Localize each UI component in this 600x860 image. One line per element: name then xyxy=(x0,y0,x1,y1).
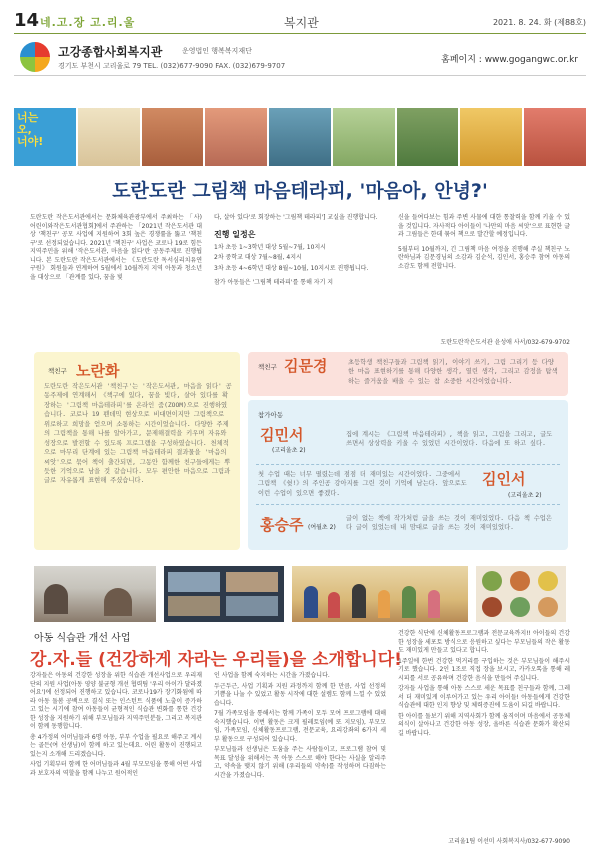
article1-col3 xyxy=(398,214,570,334)
article-paragraph: 7월 가족모임을 통해서는 함께 가족이 모두 모여 프로그램에 대해 숙지했습니다. 이번 활동은 크게 필레토임(예 또 지모임), 부모모임, 가족모임, 신체활동프로그램, 전문교육, 요리강좌의 6가지 세부 활동으로 구성되어 있습니다. xyxy=(214,710,386,743)
book-title: 너는 오, 너야! xyxy=(17,111,44,149)
participant-grade: (고리울초 2) xyxy=(508,492,542,499)
article-paragraph: 인 사업을 함께 숙지하는 시간을 가졌습니다. xyxy=(214,672,330,679)
book-cover xyxy=(460,108,522,166)
article-paragraph: 강자들 사업을 통해 아동 스스로 세운 목표를 친구들과 함께, 그레서 더 재미있게 이루어가고 있는 우리 아이들! 아동들에게 건강한 식습관에 대한 인지 향상 및 체력증진에 도움이 되길 바랍니다. xyxy=(398,685,570,710)
article-paragraph: 강자들은 아동의 건강한 성장을 위한 식습관 개선사업으로 우리재단의 지원 사업(아동 영양 불균형 개선 협력팀 '우리 아이가 달라졌어요')에 선정되어 진행하고 있습니다. 코로나19가 장기화됨에 따라 아동 돌봄 공백으로 결식 또는 인스턴트 식품에 노출이 증가하고 있는 시기에 참여 아동들이 균형적인 식습관 변화를 통한 건강한 성장을 지원하기 위해 부모님들과 지역주민분들, 그리고 복지관이 함께 동행합니다. xyxy=(30,672,202,731)
article2-subtitle: 아동 식습관 개선 사업 xyxy=(34,633,131,644)
book-cover xyxy=(142,108,204,166)
book-cover xyxy=(269,108,331,166)
article-paragraph: 한 아이를 돌보기 위해 지역사회가 함께 움직이며 마음에서 공동체 의식이 살아나고 건강한 아동 성장, 올바른 식습관 문화가 확산되길 바랍니다. xyxy=(398,712,570,737)
article-paragraph: 도란도란 작은도서관에서는 문화체육관광부에서 주최하는 「사)어린이와작은도서관협회]에서 주관하는 「2021년 작은도서관 대상 '책친구' 공모 사업에 지원하여 3회 높은 경쟁률을 뚫고 '책친구'로 선정되었습니다. 2021년 '책친구' 사업은 코로나 19로 힘든 지역주민을 위해 '작은도서관, 마음을 읽다'란 공동주제로 진행됩니다. 본 도란도란 작은도서관에서는 《도란도란 독서심리치유연구원》 회원들과 연계하여 5월에서 10월까지 지역 아동과 청소년을 대상으로 「관계를 있다, 꿈을 빛 xyxy=(30,214,202,281)
page-number: 14 xyxy=(14,10,40,31)
homepage-label: 홈페이지 : xyxy=(441,55,482,65)
participant-grade: (여월초 2) xyxy=(308,524,336,531)
photo-group-children xyxy=(292,566,468,622)
article2-credit: 고리울1팀 이선미 사회복지사/032-677-9090 xyxy=(448,838,570,845)
book-covers-strip xyxy=(14,108,586,166)
divider xyxy=(256,464,560,465)
article2-col1 xyxy=(30,672,202,842)
schedule-item: 2차 중학교 대상 7월~8월, 4지시 xyxy=(214,254,302,262)
note-role: 책친구 xyxy=(258,363,277,371)
article-paragraph: 1주일에 한번 건강한 먹거리를 구입하는 것은 부모님들이 해주시기로 했습니다. 2인 1조로 직접 장을 보시고, 카카오톡을 통해 레시피를 서로 공유하며 건강한 음식을 만들어 주십니다. xyxy=(398,657,570,682)
article-paragraph: 건강한 식단에 신체활동프로그램과 전문교육까지!! 아이들의 건강한 성장을 세포토 방식으로 응원하고 싶다는 부모님들의 작은 활동도 재미있게 만들고 있다고 합니다. xyxy=(398,630,570,655)
divider xyxy=(256,504,560,505)
photo-food-dishes xyxy=(476,566,566,622)
homepage[interactable] xyxy=(441,52,578,65)
article-headline: 도란도란 그림책 마음테라피, '마음아, 안녕?' xyxy=(112,180,488,202)
article2-col2 xyxy=(214,672,386,842)
book-cover xyxy=(524,108,586,166)
book-cover xyxy=(333,108,395,166)
note-author: 김문경 xyxy=(284,357,328,375)
article1-col2 xyxy=(214,214,386,344)
participant-name: 김인서 xyxy=(482,470,526,488)
homepage-url[interactable]: www.gogangwc.or.kr xyxy=(484,55,578,65)
article-paragraph: 사업 기획부터 함께 한 어머님들과 4월 부모모임을 통해 어떤 사업과 보호자의 역할을 함께 나누고 원어적인 xyxy=(30,761,202,777)
article-paragraph: 부모님들과 선생님은 도움을 주는 사람들이고, 프로그램 참여 및 목표 달성을 위해서는 꼭 아동 스스로 해야 한다는 사실을 알리주고, 약속을 맺지 않기 위해 (우리들의 약속)를 작성하며 다짐하는 시간을 가졌습니다. xyxy=(214,746,386,779)
photo-meeting xyxy=(34,566,156,622)
book-cover xyxy=(78,108,140,166)
article-paragraph: 다, 살아 있다'로 회장하는 '그림책 테라피'] 교실을 진행합니다. xyxy=(214,214,378,221)
note-text: 초등학생 책친구들과 그림책 읽기, 이야기 쓰기, 그림 그리기 등 다양한 마음 표현하기를 통해 다양한 생각, 열린 생각, 그리고 감정을 탐색하는 즐거움을 배울 수 있는 참 소중한 시간이었습니다. xyxy=(348,359,558,385)
org-banner xyxy=(14,40,586,76)
participant-name: 김민서 xyxy=(260,426,304,444)
schedule-item: 1차 초등 1~3학년 대상 5월~7월, 10지시 xyxy=(214,243,326,251)
schedule-item: 3차 초등 4~6학년 대상 8월~10월, 10지시로 진행됩니다. xyxy=(214,264,369,272)
article-paragraph: 신을 들여다보는 힘과 주변 사물에 대한 통찰력을 함께 키울 수 있을 것입니다. 자사적다 아이들이 '나만의 마음 씨앗'으로 표현한 글과 그림들은 한데 묶어 책으로 발간할 예정입니다. xyxy=(398,214,570,239)
participant-name: 홍승주 xyxy=(260,516,304,534)
book-cover xyxy=(205,108,267,166)
photo-zoom-session xyxy=(164,566,284,622)
participant-grade: (고리울초 2) xyxy=(272,447,306,454)
book-cover xyxy=(397,108,459,166)
article-paragraph: 총 4가정의 어머님들과 6명 아동, 부부 수업을 필요로 해주고 계시는 골든(여 선생님)이 함께 하고 있는데요. 어린 활동이 진행되고 있는지 소개해 드리겠습니다. xyxy=(30,733,202,758)
participants-label: 참가아동 xyxy=(258,411,284,419)
issue-date: 2021. 8. 24. 화 (제88호) xyxy=(492,18,586,27)
article1-col1 xyxy=(30,214,202,334)
section-title: 복지관 xyxy=(284,16,319,30)
note-role: 책친구 xyxy=(48,367,67,375)
participant-text: 글이 없는 책에 작가처럼 글을 쓰는 것이 재미있었다. 다음 책 수업은 다 글이 있었는데 내 맘대로 글을 쓰는 것이 재미있었다. xyxy=(346,515,552,532)
book-cover xyxy=(14,108,76,166)
article-paragraph: 참가 아동들은 '그림책 테라피'를 통해 자기 지 xyxy=(214,279,334,287)
org-name: 고강종합사회복지관 xyxy=(58,45,163,59)
participant-text: 첫 수업 때는 너무 떨렸는데 점점 더 재미있는 시간이었다. 그중에서 그림책 《쉿!》의 주인공 강아지를 그린 것이 기억에 남는다. 앞으로도 이런 수업이 있으면 좋겠다. xyxy=(258,471,467,497)
org-operator: 운영법인 행복복지재단 xyxy=(182,47,252,55)
note-text: 도란도란 작은도서관 '책친구'는 '작은도서관, 마음을 읽다' 공동주제에 연계해서 《책구에 있다, 꿈을 빛다, 살아 있다를 확장하는 '그림책 마음테라피'를 온라인 줌(ZOOM)으로 진행하였습니다. 코로나 19 펜데믹 현상으로 비대면이지만 그림책으로 위로하고 희망을 얻으며 소통하는 시간이었습니다. 다양한 주제의 그림책을 통해 나를 알아가고, 문제해결력을 키우며 자유와 성장으로 발전할 수 있도록 프로그램을 구성하였습니다. 천체적으로 마무리 단계에 있는 그림책 마음테라피 결과물을 '마음의 씨앗'으로 묶어 책이 출간되면, 그동안 함께한 친구들에게는 뿌듯한 기억으로 남을 것 같습니다. 모두 편안한 마음으로 그림과 글로 자유롭게 표현해 주셨습니다. xyxy=(44,383,232,485)
page-header xyxy=(14,8,586,34)
org-logo-icon xyxy=(20,42,50,72)
note-author: 노란화 xyxy=(76,362,120,380)
article-paragraph: 두근두근, 사업 기획과 지원 과정까지 함께 한 만큼, 사업 선정의 기쁨을 나눌 수 있었고 활동 시작에 대한 설렘도 함께 느낄 수 있었습니다. xyxy=(214,682,386,707)
org-address: 경기도 부천시 고리울로 79 TEL. (032)677-9090 FAX. (032)679-9707 xyxy=(58,62,286,70)
masthead: 네.고.장 고.리.울 xyxy=(40,16,136,29)
schedule-title: 진행 일정은 xyxy=(214,229,256,239)
article1-credit: 도란도란작은도서관 윤성애 사서/032-679-9702 xyxy=(440,339,570,346)
participant-text: 집에 계시는 《그림책 마음테라피》, 책을 읽고, 그림을 그리고, 글도 쓰면서 상상력을 키울 수 있었던 시간이었다. 다음에 또 하고 싶다. xyxy=(346,431,553,448)
article-paragraph: 5월부터 10월까지, 긴 그림책 마음 여정을 진행해 주실 책친구 노란하님과 김문경님의 소감과 김순석, 김인서, 홍승주 참여 아동의 소감도 함께 전합니다. xyxy=(398,245,570,270)
article2-col3 xyxy=(398,630,570,830)
article2-headline: 강.자.들 (건강하게 자라는 우리들)을 소개합니다! xyxy=(30,650,402,670)
